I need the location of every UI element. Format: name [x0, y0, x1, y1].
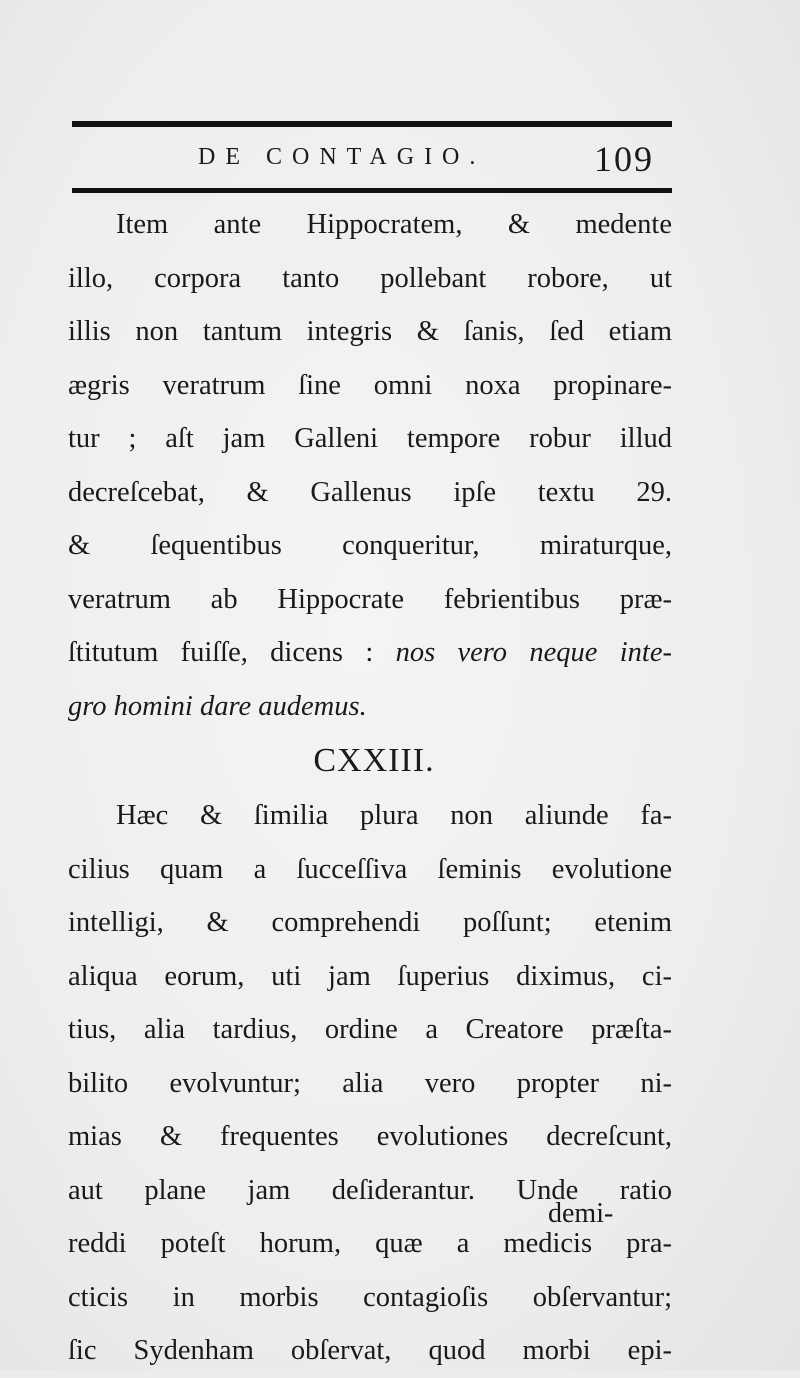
- text-line: [68, 626, 672, 680]
- running-head: [72, 138, 672, 182]
- text-line: aliqua eorum, uti jam ſuperius diximus, ci-: [68, 960, 672, 992]
- header-bottom-rule: [72, 188, 672, 193]
- running-title: DE CONTAGIO.: [198, 144, 486, 170]
- text-line: decreſcebat, & Gallenus ipſe textu 29.: [68, 476, 672, 508]
- page-number: 109: [594, 139, 654, 179]
- text-line: tur ; aſt jam Galleni tempore robur illud: [68, 423, 672, 454]
- text-line: aut plane jam deſiderantur. Unde ratio: [68, 1174, 672, 1206]
- header-top-rule: [72, 121, 672, 127]
- text-line: intelligi, & comprehendi poſſunt; etenim: [68, 907, 672, 938]
- text-line: Item ante Hippocratem, & medente: [116, 209, 672, 240]
- text-line: illis non tantum integris & ſanis, ſed etiam: [68, 316, 672, 347]
- quotation-italic: nos vero neque inte-: [395, 637, 672, 668]
- text-line: & ſequentibus conqueritur, miraturque,: [68, 530, 672, 561]
- text-line: cticis in morbis contagioſis obſervantur;: [68, 1281, 672, 1313]
- text-line: bilito evolvuntur; alia vero propter ni-: [68, 1067, 672, 1099]
- text-line: veratrum ab Hippocrate febrientibus præ-: [68, 583, 672, 615]
- text-line: ſic Sydenham obſervat, quod morbi epi-: [68, 1335, 672, 1366]
- text-line: mias & frequentes evolutiones decreſcunt,: [68, 1121, 672, 1152]
- catchword: demi-: [548, 1198, 614, 1229]
- text-line: cilius quam a ſucceſſiva ſeminis evolutione: [68, 853, 672, 885]
- text-line: ægris veratrum ſine omni noxa propinare-: [68, 369, 672, 401]
- text-roman: ſtitutum fuiſſe, dicens :: [68, 637, 396, 668]
- text-line: illo, corpora tanto pollebant robore, ut: [68, 262, 672, 294]
- section-heading: CXXIII.: [313, 742, 435, 779]
- text-line: reddi poteſt horum, quæ a medicis pra-: [68, 1228, 672, 1259]
- text-line: Hæc & ſimilia plura non aliunde fa-: [116, 800, 672, 831]
- quotation-line: gro homini dare audemus.: [68, 690, 367, 722]
- text-line: tius, alia tardius, ordine a Creatore præſta-: [68, 1014, 672, 1045]
